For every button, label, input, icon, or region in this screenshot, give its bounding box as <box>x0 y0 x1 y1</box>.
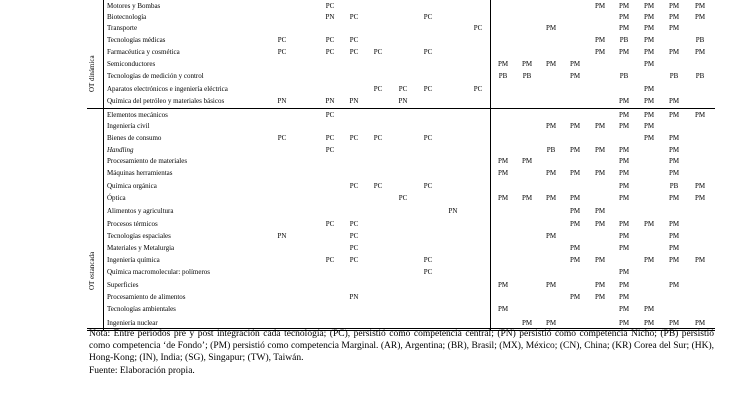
competency-cell: PC <box>325 36 335 44</box>
competency-cell: PC <box>325 146 335 154</box>
competency-cell: PM <box>594 36 606 44</box>
technology-label: Química orgánica <box>107 182 157 190</box>
table-row <box>0 12 730 23</box>
competency-cell: PM <box>497 305 509 313</box>
competency-cell: PC <box>325 220 335 228</box>
table-row <box>0 121 730 132</box>
competency-cell: PM <box>668 157 680 165</box>
competency-cell: PM <box>521 157 533 165</box>
competency-cell: PM <box>668 134 680 142</box>
competency-cell: PM <box>694 319 706 327</box>
competency-cell: PM <box>569 146 581 154</box>
technology-label: Farmacéutica y cosmética <box>107 48 180 56</box>
competency-cell: PM <box>497 169 509 177</box>
competency-cell: PC <box>325 256 335 264</box>
competency-cell: PN <box>448 207 458 215</box>
competency-cell: PM <box>668 97 680 105</box>
competency-cell: PM <box>643 2 655 10</box>
competency-cell: PM <box>618 268 630 276</box>
technology-label: Máquinas herramientas <box>107 169 173 177</box>
competency-cell: PM <box>594 207 606 215</box>
competency-cell: PM <box>569 220 581 228</box>
technology-label: Óptica <box>107 194 126 202</box>
competency-cell: PM <box>545 169 557 177</box>
competency-cell: PC <box>277 36 287 44</box>
competency-cell: PM <box>618 122 630 130</box>
competency-cell: PM <box>497 194 509 202</box>
table-row <box>0 47 730 58</box>
competency-cell: PM <box>569 194 581 202</box>
competency-cell: PC <box>349 182 359 190</box>
competency-cell: PM <box>643 122 655 130</box>
competency-cell: PN <box>349 97 359 105</box>
competency-cell: PN <box>349 293 359 301</box>
technology-label: Química macromolecular: polímeros <box>107 268 211 276</box>
table-row <box>0 280 730 291</box>
competency-cell: PM <box>618 232 630 240</box>
competency-cell: PC <box>373 182 383 190</box>
technology-label: Handling <box>107 146 134 154</box>
technology-label: Motores y Bombas <box>107 2 161 10</box>
competency-cell: PM <box>643 24 655 32</box>
competency-cell: PM <box>618 194 630 202</box>
technology-label: Superficies <box>107 281 139 289</box>
competency-cell: PN <box>277 97 287 105</box>
technology-label: Aparatos electrónicos e ingeniería eléctrica <box>107 85 228 93</box>
table-note: Nota: Entre periodos pre y post integración cada tecnología; (PC), persistió como competencia central; (PN) persistió como competencia Nicho; (PB) persistió como competencia ‘de Fondo’; (PM) persistió como competencia Marginal. (AR), Argentina; (BR), Brasil; (MX), México; (CN), China; (KR) Corea del Sur; (HK), Hong-Kong; (IN), India; (SG), Singapur; (TW), Taiwán. <box>89 329 714 364</box>
competency-cell: PC <box>423 48 433 56</box>
competency-cell: PM <box>569 72 581 80</box>
competency-cell: PM <box>594 122 606 130</box>
competency-cell: PC <box>277 134 287 142</box>
competency-cell: PM <box>618 97 630 105</box>
competency-cell: PC <box>349 220 359 228</box>
competency-cell: PM <box>618 319 630 327</box>
table-row <box>0 110 730 121</box>
competency-cell: PC <box>349 134 359 142</box>
competency-cell: PM <box>545 319 557 327</box>
table-row <box>0 267 730 278</box>
table-source: Fuente: Elaboración propia. <box>89 365 195 376</box>
competency-cell: PM <box>668 2 680 10</box>
competency-cell: PC <box>325 48 335 56</box>
competency-cell: PM <box>618 157 630 165</box>
competency-cell: PM <box>618 146 630 154</box>
competency-cell: PM <box>545 60 557 68</box>
competency-cell: PC <box>349 256 359 264</box>
competency-cell: PC <box>349 232 359 240</box>
competency-cell: PM <box>497 281 509 289</box>
competency-cell: PM <box>594 293 606 301</box>
table-row <box>0 71 730 82</box>
competency-cell: PB <box>498 72 508 80</box>
technology-label: Bienes de consumo <box>107 134 162 142</box>
competency-cell: PC <box>398 194 408 202</box>
competency-cell: PM <box>668 48 680 56</box>
column-divider <box>103 0 104 330</box>
table-rule <box>87 108 715 109</box>
technology-label: Elementos mecánicos <box>107 111 168 119</box>
competency-cell: PM <box>668 232 680 240</box>
competency-cell: PM <box>643 13 655 21</box>
competency-cell: PM <box>618 13 630 21</box>
competency-cell: PM <box>521 194 533 202</box>
table-row <box>0 23 730 34</box>
competency-cell: PM <box>521 60 533 68</box>
competency-cell: PM <box>545 194 557 202</box>
competency-cell: PM <box>668 194 680 202</box>
competency-cell: PM <box>594 2 606 10</box>
competency-cell: PC <box>423 85 433 93</box>
competency-cell: PC <box>473 85 483 93</box>
table-row <box>0 168 730 179</box>
table-row <box>0 35 730 46</box>
competency-cell: PM <box>497 157 509 165</box>
technology-label: Biotecnología <box>107 13 147 21</box>
competency-cell: PB <box>522 72 532 80</box>
competency-cell: PC <box>373 48 383 56</box>
competency-cell: PN <box>277 232 287 240</box>
competency-cell: PC <box>325 134 335 142</box>
technology-label: Ingeniería civil <box>107 122 150 130</box>
competency-cell: PM <box>497 60 509 68</box>
competency-cell: PM <box>569 256 581 264</box>
technology-label: Química del petróleo y materiales básicos <box>107 97 225 105</box>
competency-cell: PM <box>618 111 630 119</box>
competency-cell: PM <box>668 169 680 177</box>
competency-cell: PM <box>694 256 706 264</box>
table-row <box>0 231 730 242</box>
competency-cell: PM <box>643 36 655 44</box>
technology-label: Tecnologías ambientales <box>107 305 176 313</box>
competency-cell: PM <box>694 13 706 21</box>
competency-cell: PM <box>618 244 630 252</box>
competency-cell: PM <box>643 48 655 56</box>
competency-cell: PC <box>398 85 408 93</box>
competency-cell: PC <box>349 13 359 21</box>
competency-cell: PM <box>569 60 581 68</box>
competency-cell: PM <box>668 256 680 264</box>
competency-cell: PC <box>325 111 335 119</box>
technology-label: Materiales y Metalurgia <box>107 244 175 252</box>
competency-cell: PM <box>668 220 680 228</box>
table-row <box>0 84 730 95</box>
competency-cell: PC <box>423 13 433 21</box>
competency-cell: PM <box>668 111 680 119</box>
competency-cell: PM <box>618 2 630 10</box>
competency-cell: PM <box>643 220 655 228</box>
competency-cell: PM <box>643 60 655 68</box>
competency-cell: PM <box>545 24 557 32</box>
competency-cell: PM <box>618 182 630 190</box>
competency-cell: PM <box>694 182 706 190</box>
competency-cell: PC <box>349 244 359 252</box>
competency-cell: PB <box>546 146 556 154</box>
competency-cell: PC <box>349 48 359 56</box>
competency-cell: PB <box>669 72 679 80</box>
group-label: OT estancada <box>88 251 96 290</box>
competency-cell: PM <box>569 169 581 177</box>
competency-cell: PB <box>695 36 705 44</box>
table-row <box>0 193 730 204</box>
competency-cell: PM <box>618 305 630 313</box>
competency-cell: PB <box>619 36 629 44</box>
competency-cell: PM <box>668 24 680 32</box>
competency-cell: PM <box>569 122 581 130</box>
competency-cell: PM <box>643 319 655 327</box>
competency-cell: PM <box>545 281 557 289</box>
competency-cell: PM <box>569 293 581 301</box>
table-row <box>0 255 730 266</box>
competency-cell: PN <box>325 13 335 21</box>
competency-cell: PN <box>325 97 335 105</box>
table-row <box>0 292 730 303</box>
table-row <box>0 59 730 70</box>
technology-label: Tecnologías médicas <box>107 36 166 44</box>
competency-cell: PC <box>373 85 383 93</box>
competency-cell: PC <box>349 36 359 44</box>
competency-cell: PM <box>618 169 630 177</box>
technology-label: Procesamiento de materiales <box>107 157 188 165</box>
table-row <box>0 219 730 230</box>
competency-cell: PM <box>594 169 606 177</box>
group-label: OT dinámica <box>88 55 96 92</box>
competency-cell: PM <box>521 319 533 327</box>
technology-label: Ingeniería química <box>107 256 160 264</box>
table-row <box>0 145 730 156</box>
competency-cell: PM <box>694 48 706 56</box>
competency-cell: PM <box>618 24 630 32</box>
competency-cell: PM <box>569 244 581 252</box>
table-row <box>0 156 730 167</box>
competency-cell: PM <box>643 305 655 313</box>
competency-cell: PB <box>669 182 679 190</box>
table-row <box>0 206 730 217</box>
technology-label: Procesamiento de alimentos <box>107 293 186 301</box>
competency-cell: PM <box>643 256 655 264</box>
competency-cell: PM <box>618 293 630 301</box>
competency-cell: PM <box>594 48 606 56</box>
technology-label: Tecnologías de medición y control <box>107 72 204 80</box>
competency-cell: PM <box>545 232 557 240</box>
competency-cell: PM <box>694 2 706 10</box>
competency-cell: PM <box>594 146 606 154</box>
technology-label: Ingeniería nuclear <box>107 319 158 327</box>
competency-cell: PM <box>618 281 630 289</box>
table-row <box>0 1 730 12</box>
competency-cell: PM <box>569 207 581 215</box>
competency-cell: PC <box>373 134 383 142</box>
competency-cell: PM <box>618 48 630 56</box>
competency-cell: PC <box>423 182 433 190</box>
competency-cell: PM <box>643 97 655 105</box>
competency-cell: PM <box>545 122 557 130</box>
competency-cell: PM <box>668 146 680 154</box>
competency-cell: PC <box>277 48 287 56</box>
competency-cell: PM <box>668 244 680 252</box>
table-row <box>0 304 730 315</box>
competency-cell: PM <box>643 134 655 142</box>
table-notes <box>89 328 714 377</box>
competency-cell: PC <box>423 134 433 142</box>
competency-cell: PM <box>668 281 680 289</box>
competency-cell: PM <box>694 111 706 119</box>
competency-cell: PC <box>473 24 483 32</box>
technology-label: Semiconductores <box>107 60 156 68</box>
technology-label: Transporte <box>107 24 138 32</box>
competency-cell: PB <box>695 72 705 80</box>
table-row <box>0 133 730 144</box>
competency-cell: PM <box>668 319 680 327</box>
technology-label: Alimentos y agricultura <box>107 207 174 215</box>
competency-cell: PM <box>643 111 655 119</box>
competency-cell: PC <box>325 2 335 10</box>
technology-label: Tecnologías espaciales <box>107 232 171 240</box>
table-row <box>0 243 730 254</box>
competency-cell: PN <box>398 97 408 105</box>
table-row <box>0 96 730 107</box>
competency-cell: PM <box>694 194 706 202</box>
competency-cell: PC <box>423 256 433 264</box>
competency-cell: PB <box>619 72 629 80</box>
competency-cell: PM <box>594 281 606 289</box>
competency-cell: PC <box>423 268 433 276</box>
competency-cell: PM <box>618 220 630 228</box>
column-divider <box>490 0 491 330</box>
competency-cell: PM <box>594 220 606 228</box>
technology-label: Procesos térmicos <box>107 220 158 228</box>
competency-cell: PM <box>668 13 680 21</box>
table-row <box>0 181 730 192</box>
competency-cell: PM <box>594 256 606 264</box>
competency-cell: PM <box>643 85 655 93</box>
